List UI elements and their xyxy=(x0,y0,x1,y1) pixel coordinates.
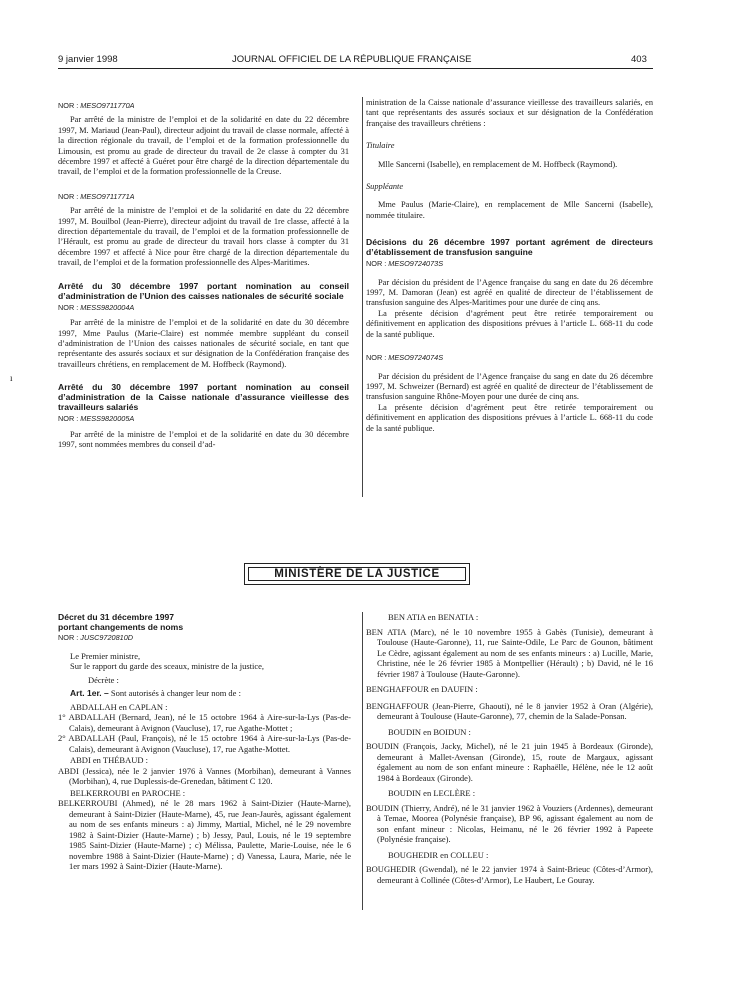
nor-reference: NOR : MESS9820004A xyxy=(58,302,135,312)
name-change-heading: BOUGHEDIR en COLLEU : xyxy=(388,849,489,860)
entry: BEN ATIA (Marc), né le 10 novembre 1955 à Gabès (Tunisie), demeurant à Toulouse (Haute-Garonne), 11, rue Sainte-Odile, Le Parc de Gounon, bâtiment Le Cèdre, agissant également au nom de ses enfants mineurs : a) Lucille, Marie, Christine, née le 26 février 1985 à Montpellier (Hérault) ; b) David, né le 16 février 1987 à Toulouse (Haute-Garonne). xyxy=(366,626,653,679)
column-separator xyxy=(362,612,363,910)
decree-title: Décret du 31 décembre 1997 xyxy=(58,612,175,622)
section-heading: Décisions du 26 décembre 1997 portant agrément de directeurs d’établissement de transfusion sanguine xyxy=(366,237,653,258)
ministry-title-box xyxy=(244,563,470,585)
bottom-left-column xyxy=(58,612,351,872)
entry: 2° ABDALLAH (Paul, François), né le 15 octobre 1964 à Aire-sur-la-Lys (Pas-de-Calais), demeurant à Avignon (Vaucluse), 17, rue Agathe-Mottet. xyxy=(58,733,351,754)
section-heading: Arrêté du 30 décembre 1997 portant nomination au conseil d’administration de l’Union des caisses nationales de sécurité sociale xyxy=(58,280,349,301)
header-page-number: 403 xyxy=(631,54,647,65)
nor-reference: NOR : MESO9724073S xyxy=(366,259,444,269)
paragraph: La présente décision d’agrément peut être retirée temporairement ou définitivement en application des dispositions prévues à l’article L. 668-11 du code de la santé publique. xyxy=(366,402,653,433)
name-change-heading: BELKERROUBI en PAROCHE : xyxy=(70,787,186,798)
article-1: Art. 1er. – Sont autorisés à changer leur nom de : xyxy=(70,688,241,698)
name-change-heading: BENGHAFFOUR en DAUFIN : xyxy=(366,684,478,694)
article-label: Art. 1er. – xyxy=(70,688,109,698)
paragraph: Mlle Sancerni (Isabelle), en remplacement de M. Hoffbeck (Raymond). xyxy=(378,159,618,169)
paragraph: Par décision du président de l’Agence française du sang en date du 26 décembre 1997, M. Damoran (Jean) est agréé en qualité de directeur de l’établissement de transfusion sanguine des Alpes-Maritimes pour une durée de cinq ans. xyxy=(366,277,653,308)
name-change-heading: BOUDIN en BOIDUN : xyxy=(388,726,471,737)
paragraph: Mme Paulus (Marie-Claire), en remplacement de Mlle Sancerni (Isabelle), nommée titulaire. xyxy=(366,200,653,220)
header-date: 9 janvier 1998 xyxy=(58,54,118,65)
paragraph: Par décision du président de l’Agence française du sang en date du 26 décembre 1997, M. Schweizer (Bernard) est agréé en qualité de directeur de l’établissement de transfusion sanguine Rhône-Moyen pour une durée de cinq ans. xyxy=(366,371,653,402)
entry: BELKERROUBI (Ahmed), né le 28 mars 1962 à Saint-Dizier (Haute-Marne), demeurant à Saint-Dizier (Haute-Marne), 45, rue Jean-Jaurès, agissant également au nom de ses enfants mineurs : a) Jimmy, Martial, Michel, né le 29 novembre 1982 à Saint-Dizier (Haute-Marne) ; b) Jessy, Paul, Louis, né le 19 septembre 1985 Saint-Dizier (Haute-Marne) ; c) Mélissa, Paulette, Marie-Louise, née le 6 novembre 1988 à Saint-Dizier (Haute-Marne) ; d) Vanessa, Laura, Marie, née le 1er mars 1992 à Saint-Dizier (Haute-Marne). xyxy=(58,798,351,871)
nor-reference: NOR : JUSC9720810D xyxy=(58,633,134,642)
entry: 1° ABDALLAH (Bernard, Jean), né le 15 octobre 1964 à Aire-sur-la-Lys (Pas-de-Calais), demeurant à Avignon (Vaucluse), 17, rue Agathe-Mottet ; xyxy=(58,712,351,733)
margin-mark: ı xyxy=(10,373,13,383)
intro-line: Sur le rapport du garde des sceaux, ministre de la justice, xyxy=(70,661,265,671)
top-left-column xyxy=(58,101,349,450)
paragraph: La présente décision d’agrément peut être retirée temporairement ou définitivement en application des dispositions prévues à l’article L. 668-11 du code de la santé publique. xyxy=(366,308,653,339)
decrete-line: Décrète : xyxy=(88,674,119,685)
header-title: JOURNAL OFFICIEL DE LA RÉPUBLIQUE FRANÇAISE xyxy=(232,54,472,65)
paragraph: Par arrêté de la ministre de l’emploi et de la solidarité en date du 22 décembre 1997, M. Bouilbol (Jean-Pierre), directeur adjoint du travail de 1re classe, affecté à la direction départementale du travail, de l’emploi et de la formation professionnelle de l’Hérault, est promu au grade de directeur du travail hors classe à compter du 31 décembre 1997 et affecté à Nice pour être chargé de la direction départementale du travail, de l’emploi et de la formation professionnelle des Alpes-Maritimes. xyxy=(58,206,349,268)
header-rule xyxy=(58,68,653,69)
bottom-right-column xyxy=(366,612,653,885)
paragraph: Par arrêté de la ministre de l’emploi et de la solidarité en date du 30 décembre 1997, Mme Paulus (Marie-Claire) est nommée membre suppléant du conseil d’administration de l’Union des caisses nationales de sécurité sociale, en tant que représentante des assurés sociaux et sur désignation de la Confédération française des travailleurs chrétiens, en remplacement de M. Hoffbeck (Raymond). xyxy=(58,318,349,369)
name-change-heading: BOUDIN en LECLÈRE : xyxy=(388,788,476,798)
entry: BENGHAFFOUR (Jean-Pierre, Ghaouti), né le 8 janvier 1952 à Oran (Algérie), demeurant à Toulouse (Haute-Garonne), 77, chemin de la Salade-Ponsan. xyxy=(366,700,653,721)
entry: ABDI (Jessica), née le 2 janvier 1976 à Vannes (Morbihan), demeurant à Vannes (Morbihan), 4, rue Duplessis-de-Grenedan, bâtiment C 120. xyxy=(58,765,351,786)
entry: BOUGHEDIR (Gwendal), né le 22 janvier 1974 à Saint-Brieuc (Côtes-d’Armor), demeurant à Collinée (Côtes-d’Armor), Le Haubert, Le Gouray. xyxy=(366,864,653,885)
nor-reference: NOR : MESS9820005A xyxy=(58,414,135,424)
decree-subtitle: portant changements de noms xyxy=(58,622,184,632)
entry: BOUDIN (Thierry, André), né le 31 janvier 1962 à Vouziers (Ardennes), demeurant à Temae, Moorea (Polynésie française), BP 96, agissant également au nom de son enfant mineur : Nicolas, Heimanu, né le 26 février 1992 à Papeete (Polynésie française). xyxy=(366,802,653,844)
name-change-heading: ABDI en THÉBAUD : xyxy=(70,755,148,765)
name-change-heading: ABDALLAH en CAPLAN : xyxy=(70,701,168,712)
name-change-heading: BEN ATIA en BENATIA : xyxy=(388,612,479,622)
paragraph: Par arrêté de la ministre de l’emploi et de la solidarité en date du 22 décembre 1997, M. Mariaud (Jean-Paul), directeur adjoint du travail de classe normale, affecté à la direction régionale du travail, de l’emploi et de la formation professionnelle du Limousin, est promu au grade de directeur du travail de 2e classe à compter du 31 décembre 1997 et affecté à Guéret pour être chargé de la direction départementale du travail, de l’emploi et de la formation professionnelle de la Creuse. xyxy=(58,115,349,177)
subheading-suppleante: Suppléante xyxy=(366,182,404,192)
nor-reference: NOR : MESO9711771A xyxy=(58,191,135,201)
column-separator xyxy=(362,97,363,497)
intro-line: Le Premier ministre, xyxy=(70,650,141,661)
section-heading: Arrêté du 30 décembre 1997 portant nomination au conseil d’administration de la Caisse nationale d’assurance vieillesse des travailleurs salariés xyxy=(58,382,349,413)
ministry-title: MINISTÈRE DE LA JUSTICE xyxy=(248,567,466,581)
paragraph: Par arrêté de la ministre de l’emploi et de la solidarité en date du 30 décembre 1997, sont nommées membres du conseil d’ad- xyxy=(58,429,349,449)
paragraph: ministration de la Caisse nationale d’assurance vieillesse des travailleurs salariés, en tant que représentants des assurés sociaux et sur désignation de la Confédération française des travailleurs chrétiens : xyxy=(366,98,653,128)
subheading-titulaire: Titulaire xyxy=(366,141,395,151)
top-right-column xyxy=(366,98,653,434)
nor-reference: NOR : MESO9724074S xyxy=(366,353,444,363)
nor-reference: NOR : MESO9711770A xyxy=(58,101,135,110)
entry: BOUDIN (François, Jacky, Michel), né le 21 juin 1945 à Bordeaux (Gironde), demeurant à Mallet-Avensan (Gironde), 15, route de Margaux, agissant également au nom de son enfant mineure : Raphaëlle, Hélène, née le 12 août 1984 à Bordeaux (Gironde). xyxy=(366,741,653,783)
